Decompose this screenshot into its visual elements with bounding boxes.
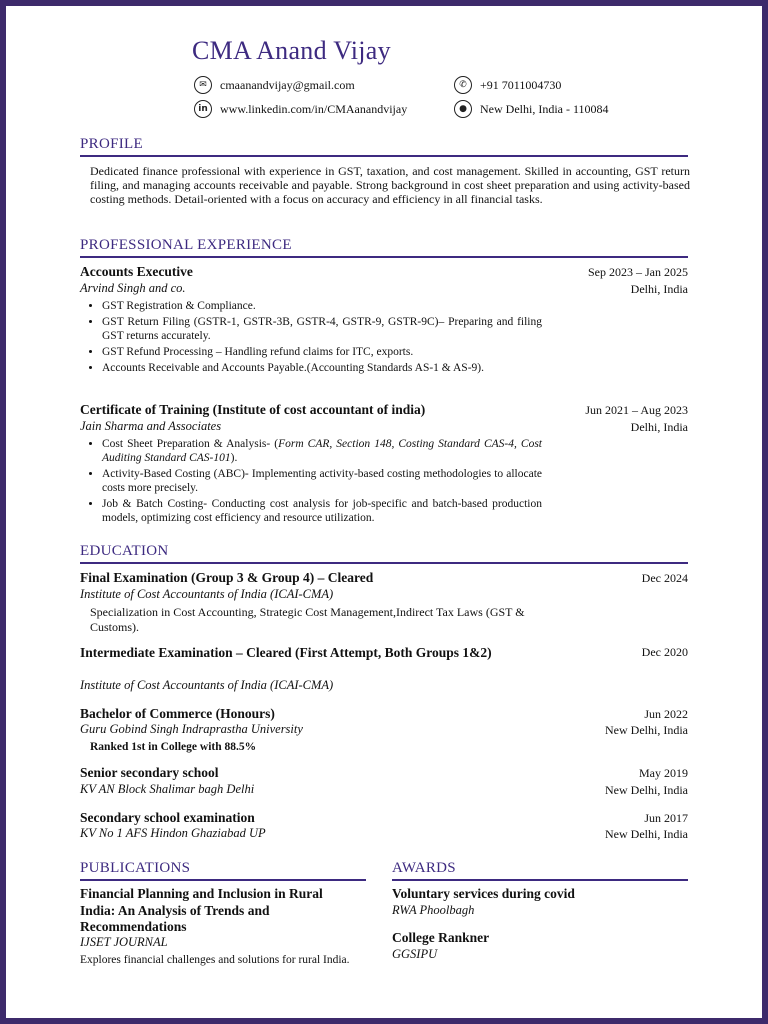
job-bullets [90,437,542,527]
job-bullet: • Job & Batch Costing- Conducting cost analysis for job-specific and batch-based production models, optimizing cost efficiency and resource utilization. [102,497,542,525]
phone-contact[interactable] [454,76,561,94]
award-title: College Rankner [392,930,490,945]
publications-heading: PUBLICATIONS [80,860,191,876]
location-icon: ● [454,100,472,118]
publication-journal: IJSET JOURNAL [80,935,168,949]
job-company: Jain Sharma and Associates [80,419,222,433]
award-title: Voluntary services during covid [392,886,575,901]
edu-location: New Delhi, India [605,827,688,841]
awards-divider [392,879,688,881]
candidate-name: CMA Anand Vijay [192,36,391,65]
job-bullet: • GST Return Filing (GSTR-1, GSTR-3B, GSTR-4, GSTR-9, GSTR-9C)– Preparing and filing GST returns accurately. [102,315,542,343]
location-contact [454,100,609,118]
education-divider [80,562,688,564]
edu-note: Specialization in Cost Accounting, Strategic Cost Management,Indirect Tax Laws (GST & Customs). [90,605,525,634]
resume-page [6,6,762,1018]
profile-heading: PROFILE [80,136,143,152]
education-heading: EDUCATION [80,543,169,559]
linkedin-icon: in [194,100,212,118]
edu-institution: Guru Gobind Singh Indraprastha University [80,722,303,736]
bullet-text: Cost Sheet Preparation & Analysis- ( [102,438,279,450]
linkedin-text[interactable]: www.linkedin.com/in/CMAanandvijay [220,101,408,116]
edu-title: Bachelor of Commerce (Honours) [80,706,275,721]
edu-note: Ranked 1st in College with 88.5% [90,741,257,753]
award-org: GGSIPU [392,947,438,961]
email-contact[interactable] [194,76,355,94]
job-bullet: • Activity-Based Costing (ABC)- Implementing activity-based costing methodologies to allocate costs more precisely. [102,467,542,495]
edu-title: Final Examination (Group 3 & Group 4) – Cleared [80,570,374,585]
publications-divider [80,879,366,881]
edu-title: Senior secondary school [80,765,219,780]
job-location: Delhi, India [630,420,688,434]
job-bullet: • GST Refund Processing – Handling refund claims for ITC, exports. [102,345,542,359]
job-bullet [102,437,542,465]
edu-title: Intermediate Examination – Cleared (First Attempt, Both Groups 1&2) [80,645,492,660]
job-company: Arvind Singh and co. [80,281,186,295]
edu-date: May 2019 [639,766,688,780]
profile-divider [80,155,688,157]
experience-divider [80,256,688,258]
email-text[interactable]: cmaanandvijay@gmail.com [220,77,355,92]
edu-location: New Delhi, India [605,783,688,797]
email-icon: ✉ [194,76,212,94]
linkedin-contact[interactable] [194,100,407,118]
edu-location: New Delhi, India [605,723,688,737]
location-text: New Delhi, India - 110084 [480,101,609,116]
awards-heading: AWARDS [392,860,456,876]
edu-institution: KV AN Block Shalimar bagh Delhi [80,782,255,796]
job-title: Accounts Executive [80,264,193,279]
edu-date: Jun 2022 [644,707,688,721]
edu-title: Secondary school examination [80,810,255,825]
edu-date: Dec 2024 [641,571,688,585]
job-dates: Jun 2021 – Aug 2023 [585,403,688,417]
job-dates: Sep 2023 – Jan 2025 [588,265,688,279]
bullet-end-text: ). [230,452,238,464]
edu-institution: Institute of Cost Accountants of India (ICAI-CMA) [80,587,334,601]
job-title: Certificate of Training (Institute of cost accountant of india) [80,402,426,417]
job-location: Delhi, India [630,282,688,296]
profile-text: Dedicated finance professional with experience in GST, taxation, and cost management. Skilled in accounting, GST return filing, and managing accounts receivable and payable. Strong background in cost sheet preparation and using activity-based costing methods. Detail-oriented with a focus on accuracy and efficiency in all financial tasks. [90,164,690,206]
phone-icon: ✆ [454,76,472,94]
publication-desc: Explores financial challenges and solutions for rural India. [80,954,350,966]
edu-date: Dec 2020 [641,645,688,659]
edu-institution: KV No 1 AFS Hindon Ghaziabad UP [80,826,266,840]
job-bullets [90,299,542,377]
job-bullet: • Accounts Receivable and Accounts Payable.(Accounting Standards AS-1 & AS-9). [102,361,542,375]
phone-text[interactable]: +91 7011004730 [480,77,562,92]
job-bullet: • GST Registration & Compliance. [102,299,542,313]
publication-title: Financial Planning and Inclusion in Rural India: An Analysis of Trends and Recommendations [80,886,323,934]
experience-heading: PROFESSIONAL EXPERIENCE [80,237,292,253]
award-org: RWA Phoolbagh [392,903,475,917]
bullet-italic-text: Form CAR, Section 148, Costing Standard CAS-4, Cost Auditing Standard CAS-101 [102,438,542,464]
edu-institution: Institute of Cost Accountants of India (ICAI-CMA) [80,678,334,692]
edu-date: Jun 2017 [644,811,688,825]
